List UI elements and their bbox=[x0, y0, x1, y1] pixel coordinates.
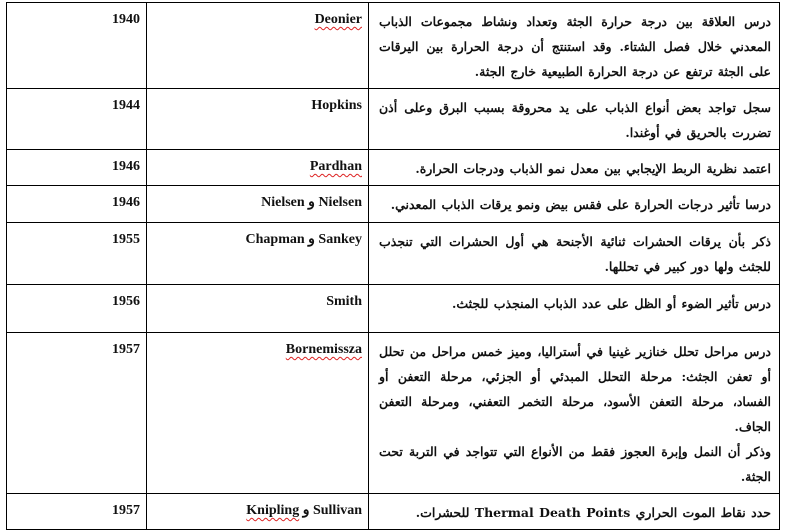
description-text: سجل تواجد بعض أنواع الذباب على يد محروقة بسبب البرق وعلى أذن تضررت بالحريق في أوغندا. bbox=[379, 100, 771, 140]
year-text: 1944 bbox=[112, 98, 140, 113]
table-row bbox=[7, 186, 780, 223]
researcher-cell bbox=[147, 150, 369, 186]
researcher-cell bbox=[147, 89, 369, 150]
year-cell bbox=[7, 186, 147, 223]
researcher-name: Sullivan و bbox=[299, 503, 362, 518]
table-row bbox=[7, 150, 780, 186]
researcher-name: Deonier bbox=[314, 12, 362, 27]
researcher-name: Smith bbox=[326, 294, 362, 309]
table-row bbox=[7, 333, 780, 494]
description-text: درس العلاقة بين درجة حرارة الجثة وتعداد ونشاط مجموعات الذباب المعدني خلال فصل الشتاء. وقد استنتج أن درجة الحرارة بين اليرقات على الجثة ترتفع عن درجة الحرارة الطبيعية خارج الجثة. bbox=[379, 14, 771, 79]
researcher-cell bbox=[147, 333, 369, 494]
year-text: 1946 bbox=[112, 159, 140, 174]
year-text: 1940 bbox=[112, 12, 140, 27]
description-cell bbox=[369, 3, 780, 89]
year-cell bbox=[7, 89, 147, 150]
year-cell bbox=[7, 150, 147, 186]
year-text: 1957 bbox=[112, 342, 140, 357]
year-cell bbox=[7, 3, 147, 89]
year-text: 1957 bbox=[112, 503, 140, 518]
researcher-name: Nielsen و Nielsen bbox=[261, 195, 362, 210]
description-text: ذكر بأن يرقات الحشرات ثنائية الأجنحة هي أول الحشرات التي تنجذب للجثث ولها دور كبير في تحللها. bbox=[379, 234, 771, 274]
table-row bbox=[7, 3, 780, 89]
description-cell bbox=[369, 285, 780, 333]
researcher-name: Pardhan bbox=[309, 159, 362, 174]
year-cell bbox=[7, 333, 147, 494]
table-row bbox=[7, 89, 780, 150]
description-cell bbox=[369, 186, 780, 223]
description-text: حدد نقاط الموت الحراري Thermal Death Points للحشرات. bbox=[415, 505, 771, 520]
researcher-cell bbox=[147, 223, 369, 285]
researcher-name: Bornemissza bbox=[285, 342, 362, 357]
year-text: 1955 bbox=[112, 232, 140, 247]
description-text: اعتمد نظرية الربط الإيجابي بين معدل نمو الذباب ودرجات الحرارة. bbox=[415, 161, 771, 176]
description-cell bbox=[369, 333, 780, 494]
year-text: 1946 bbox=[112, 195, 140, 210]
researcher-cell bbox=[147, 3, 369, 89]
description-cell bbox=[369, 223, 780, 285]
history-table bbox=[6, 2, 780, 530]
table-row bbox=[7, 223, 780, 285]
description-cell bbox=[369, 150, 780, 186]
researcher-name: Sankey و Chapman bbox=[245, 232, 362, 247]
description-text: درس تأثير الضوء أو الظل على عدد الذباب المنجذب للجثث. bbox=[451, 296, 771, 311]
year-cell bbox=[7, 285, 147, 333]
researcher-cell bbox=[147, 494, 369, 530]
description-text: وذكر أن النمل وإبرة العجوز فقط من الأنواع التي تتواجد في التربة تحت الجثة. bbox=[379, 444, 771, 484]
table-body bbox=[7, 3, 780, 530]
year-cell bbox=[7, 494, 147, 530]
description-text: درسا تأثير درجات الحرارة على فقس بيض ونمو يرقات الذباب المعدني. bbox=[390, 197, 771, 212]
researcher-name: Hopkins bbox=[311, 98, 362, 113]
description-cell bbox=[369, 89, 780, 150]
researcher-cell bbox=[147, 285, 369, 333]
researcher-cell bbox=[147, 186, 369, 223]
year-text: 1956 bbox=[112, 294, 140, 309]
table-row bbox=[7, 285, 780, 333]
year-cell bbox=[7, 223, 147, 285]
description-cell bbox=[369, 494, 780, 530]
researcher-name: Knipling bbox=[246, 503, 300, 518]
description-text: درس مراحل تحلل خنازير غينيا في أستراليا، وميز خمس مراحل من تحلل أو تعفن الجثث: مرحلة التحلل المبدئي أو الجزئي، مرحلة التعفن أو الفساد، مرحلة التعفن الأسود، مرحلة التخمر التعفني، ومرحلة التعفن الجاف. bbox=[379, 344, 772, 434]
table-row bbox=[7, 494, 780, 530]
